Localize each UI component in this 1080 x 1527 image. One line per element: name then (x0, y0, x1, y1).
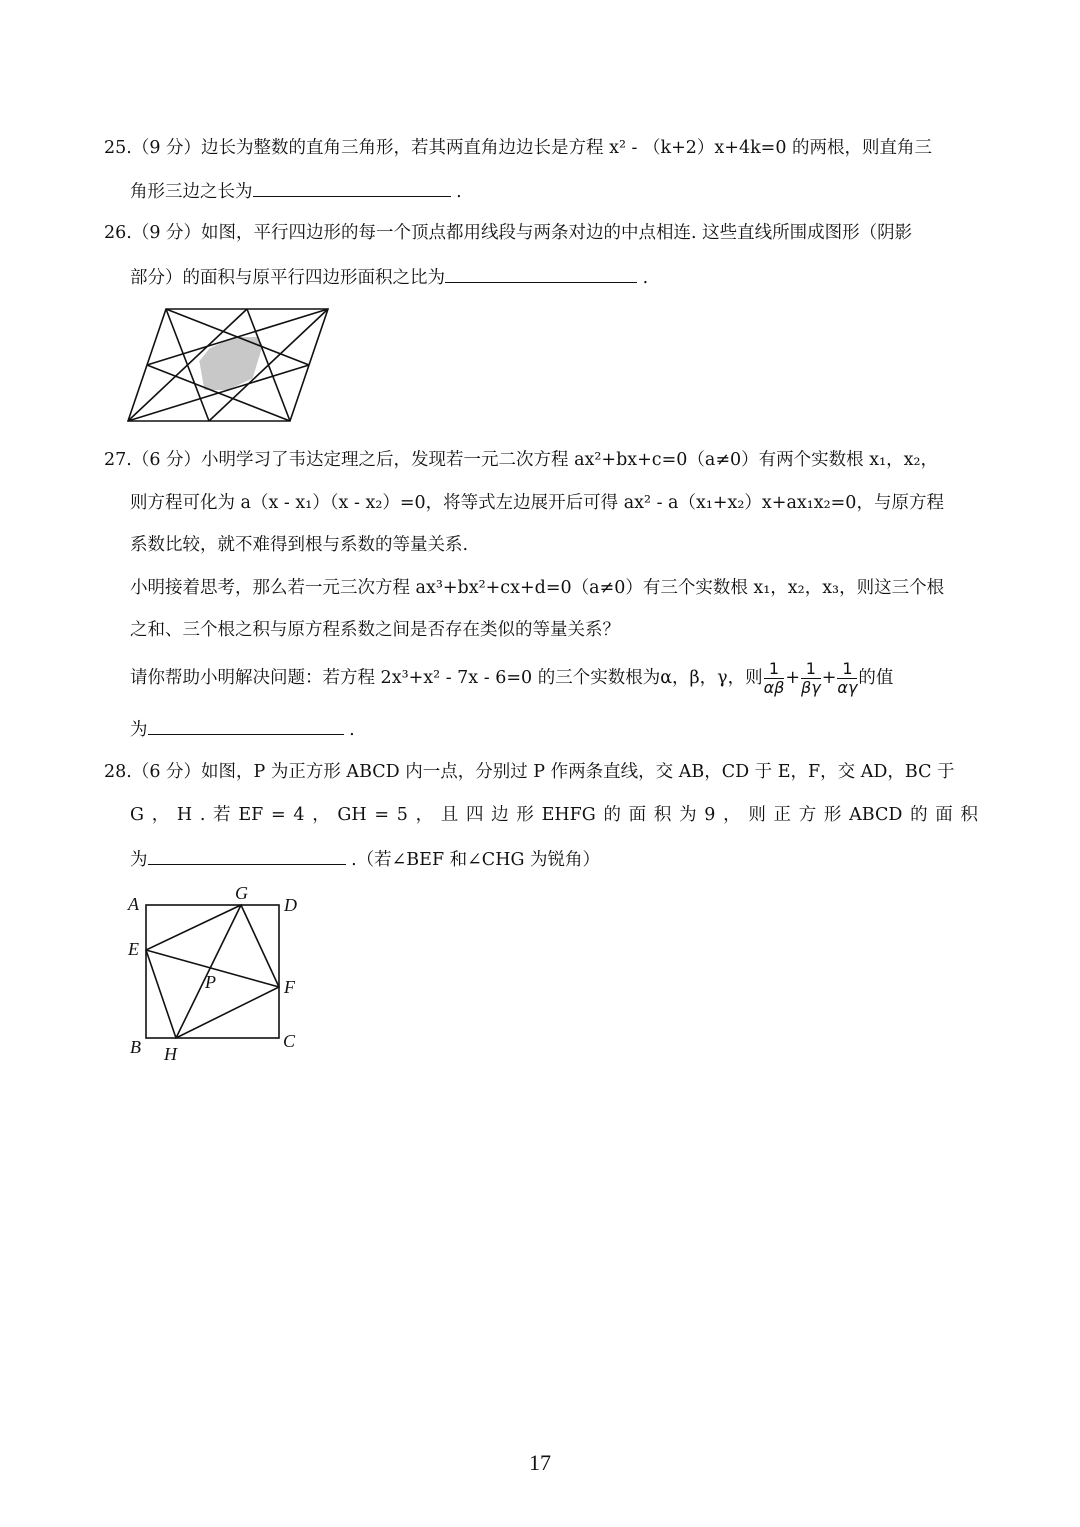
word: 的 (910, 805, 928, 825)
q27-line-6: 请你帮助小明解决问题：若方程 2x³+x² - 7x - 6=0 的三个实数根为α，β，γ，则 $\frac{1}{\alpha\beta}$ + $\frac{1}{\beta\gamma}$ + $\frac{1}{\alpha\gamma}$ 的值 (130, 659, 894, 697)
word: ， (723, 805, 741, 825)
word: 方 (798, 805, 817, 825)
word: 形 (516, 805, 534, 825)
q28-line-1: 28.（6 分）如图，P 为正方形 ABCD 内一点，分别过 P 作两条直线，交 AB，CD 于 E，F，交 AD，BC 于 (104, 762, 955, 782)
label-d: D (284, 895, 297, 915)
page-number: 17 (529, 1450, 551, 1475)
square-figure (125, 882, 305, 1067)
word: ， (415, 805, 434, 825)
label-c: C (283, 1031, 296, 1051)
word: 积 (653, 805, 672, 825)
word: EF (238, 805, 264, 825)
label-f: F (284, 977, 295, 997)
fraction-1-over-alpha-gamma: $\frac{1}{\alpha\gamma}$ (837, 659, 858, 697)
q25-line-1: 25.（9 分）边长为整数的直角三角形，若其两直角边边长是方程 x² - （k+2）x+4k=0 的两根，则直角三 (104, 138, 933, 158)
answer-blank-25[interactable] (253, 178, 451, 197)
word: 边 (491, 805, 509, 825)
q27-line-2: 则方程可化为 a（x - x₁）（x - x₂）=0，将等式左边展开后可得 ax² - a（x₁+x₂）x+ax₁x₂=0，与原方程 (130, 493, 944, 513)
q28-line-2 (130, 803, 978, 827)
label-p: P (205, 972, 216, 992)
label-a: A (128, 894, 139, 914)
word: 5 (396, 805, 408, 825)
q27-line-5: 之和、三个根之积与原方程系数之间是否存在类似的等量关系？ (130, 620, 620, 640)
word: 的 (603, 805, 621, 825)
word: G (130, 805, 144, 825)
word: ABCD (849, 805, 903, 825)
word: 正 (773, 805, 792, 825)
q26-line-2: 部分）的面积与原平行四边形面积之比为 . (130, 264, 648, 290)
q27-line-4: 小明接着思考，那么若一元三次方程 ax³+bx²+cx+d=0（a≠0）有三个实数根 x₁，x₂，x₃，则这三个根 (130, 578, 945, 598)
word: 4 (293, 805, 305, 825)
fraction-1-over-alpha-beta: $\frac{1}{\alpha\beta}$ (763, 659, 785, 697)
label-b: B (130, 1037, 141, 1057)
word: 9 (704, 805, 716, 825)
word: 面 (628, 805, 647, 825)
word: 积 (960, 805, 978, 825)
q27-line-3: 系数比较，就不难得到根与系数的等量关系. (130, 535, 469, 555)
word: . (199, 805, 206, 825)
word: 且 (440, 805, 459, 825)
parallelogram-figure (120, 300, 335, 430)
fraction-1-over-beta-gamma: $\frac{1}{\beta\gamma}$ (801, 659, 821, 697)
word: = (270, 805, 286, 825)
word: ， (312, 805, 330, 825)
label-e: E (128, 939, 139, 959)
label-g: G (235, 883, 248, 903)
word: 则 (748, 805, 766, 825)
q28-line-3: 为 .（若∠BEF 和∠CHG 为锐角） (130, 846, 600, 872)
word: 若 (213, 805, 231, 825)
word: = (374, 805, 390, 825)
word: 形 (823, 805, 842, 825)
word: 面 (935, 805, 953, 825)
answer-blank-28[interactable] (148, 846, 346, 865)
answer-blank-27[interactable] (148, 716, 344, 735)
word: ， (151, 805, 170, 825)
word: H (176, 805, 193, 825)
answer-blank-26[interactable] (445, 264, 637, 283)
label-h: H (164, 1044, 177, 1064)
q27-line-7: 为 . (130, 716, 355, 742)
q27-line-1: 27.（6 分）小明学习了韦达定理之后，发现若一元二次方程 ax²+bx+c=0（a≠0）有两个实数根 x₁，x₂， (104, 450, 938, 470)
word: GH (337, 805, 367, 825)
q26-line-1: 26.（9 分）如图，平行四边形的每一个顶点都用线段与两条对边的中点相连. 这些直线所围成图形（阴影 (104, 223, 913, 243)
word: EHFG (541, 805, 596, 825)
word: 为 (679, 805, 697, 825)
q25-line-2: 角形三边之长为 . (130, 178, 462, 204)
word: 四 (465, 805, 484, 825)
